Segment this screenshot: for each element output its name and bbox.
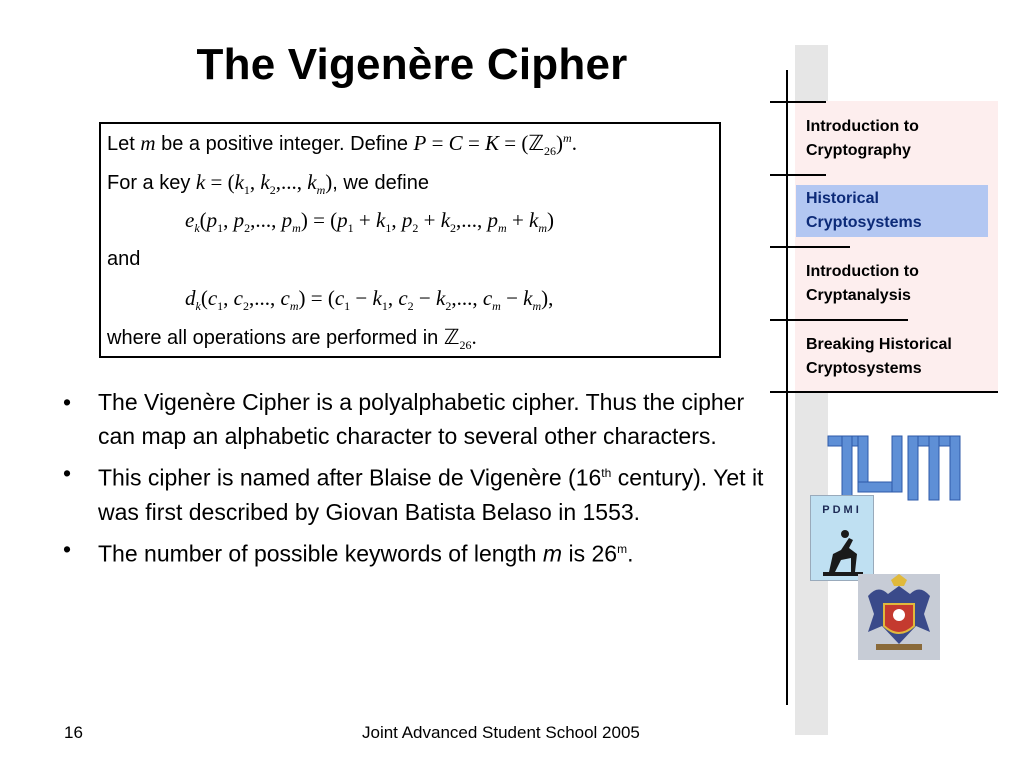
superscript: m bbox=[617, 541, 628, 556]
bullet-item bbox=[58, 385, 768, 453]
coat-of-arms-icon bbox=[858, 574, 940, 660]
nav-item-line: Cryptosystems bbox=[806, 214, 922, 231]
nav-divider bbox=[770, 246, 850, 248]
definition-text: where all operations are performed in bbox=[107, 327, 439, 349]
superscript: th bbox=[601, 466, 612, 480]
nav-item-introduction-to-cryptanalysis[interactable] bbox=[806, 260, 988, 308]
bullet-text: . bbox=[627, 540, 634, 567]
definition-line bbox=[107, 325, 477, 353]
nav-item-line: Cryptography bbox=[806, 142, 911, 159]
math-variable: m bbox=[140, 131, 156, 155]
bullet-icon: • bbox=[63, 389, 72, 415]
definition-text: Let bbox=[107, 133, 135, 155]
bullet-item bbox=[58, 532, 768, 571]
definition-text: be a positive integer. Define bbox=[161, 133, 408, 155]
pdmi-logo-text: PDMI bbox=[822, 504, 862, 516]
math-expression: ℤ$_{26}$. bbox=[443, 325, 477, 353]
nav-item-line: Cryptanalysis bbox=[806, 287, 911, 304]
nav-item-line: Breaking Historical bbox=[806, 336, 952, 353]
decryption-formula: $d_k(c_1$, $c_2$,..., $c_m) = (c_1 - k_1$, $c_2 - k_2$,..., $c_m - k_m$), bbox=[185, 286, 554, 314]
bullet-list bbox=[58, 385, 768, 573]
horse-rider-icon bbox=[819, 520, 867, 578]
pdmi-logo-icon bbox=[810, 495, 874, 581]
bullet-text: The Vigenère Cipher is a polyalphabetic cipher. Thus the cipher can map an alphabetic character to several other characters. bbox=[98, 389, 745, 449]
definition-text: , we define bbox=[332, 172, 429, 194]
definition-line bbox=[107, 131, 577, 159]
definition-line bbox=[107, 248, 140, 271]
nav-item-introduction-to-cryptography[interactable] bbox=[806, 115, 988, 163]
nav-divider bbox=[770, 174, 826, 176]
slide-title: The Vigenère Cipher bbox=[196, 40, 628, 89]
nav-divider bbox=[770, 101, 826, 103]
nav-item-line: Historical bbox=[806, 190, 879, 207]
definition-text: For a key bbox=[107, 172, 191, 194]
encryption-formula: $e_k(p_1$, $p_2$,..., $p_m) = (p_1 + k_1$, $p_2 + k_2$,..., $p_m + k_m$) bbox=[185, 208, 555, 236]
footer-text: Joint Advanced Student School 2005 bbox=[362, 723, 640, 742]
nav-item-line: Cryptosystems bbox=[806, 360, 922, 377]
bullet-icon: • bbox=[63, 460, 72, 486]
bullet-icon: • bbox=[63, 535, 72, 562]
nav-item-line: Introduction to bbox=[806, 118, 919, 135]
bullet-text: This cipher is named after Blaise de Vigenère (16 bbox=[98, 464, 602, 491]
nav-item-breaking-historical-cryptosystems[interactable] bbox=[806, 333, 988, 381]
definition-line bbox=[107, 170, 429, 198]
bullet-text: century). Yet it was first described by Giovan Batista Belaso in 1553. bbox=[98, 464, 764, 525]
bullet-item bbox=[58, 456, 768, 529]
definition-box bbox=[99, 122, 721, 358]
bullet-text: The number of possible keywords of length bbox=[98, 540, 543, 567]
bullet-text: is 26 bbox=[562, 540, 618, 567]
nav-item-historical-cryptosystems[interactable] bbox=[796, 185, 988, 237]
definition-text: and bbox=[107, 248, 141, 270]
math-variable: m bbox=[542, 540, 563, 567]
nav-divider bbox=[770, 391, 998, 393]
nav-vertical-rule bbox=[786, 70, 788, 705]
page-number: 16 bbox=[64, 723, 83, 742]
math-expression: P = C = K = (ℤ$_{26}$)$^m$. bbox=[413, 131, 577, 159]
math-expression: $k = (k_1$, $k_2$,..., $k_m$) bbox=[195, 170, 333, 198]
nav-divider bbox=[770, 319, 908, 321]
nav-item-line: Introduction to bbox=[806, 263, 919, 280]
tum-logo-icon bbox=[826, 432, 964, 504]
